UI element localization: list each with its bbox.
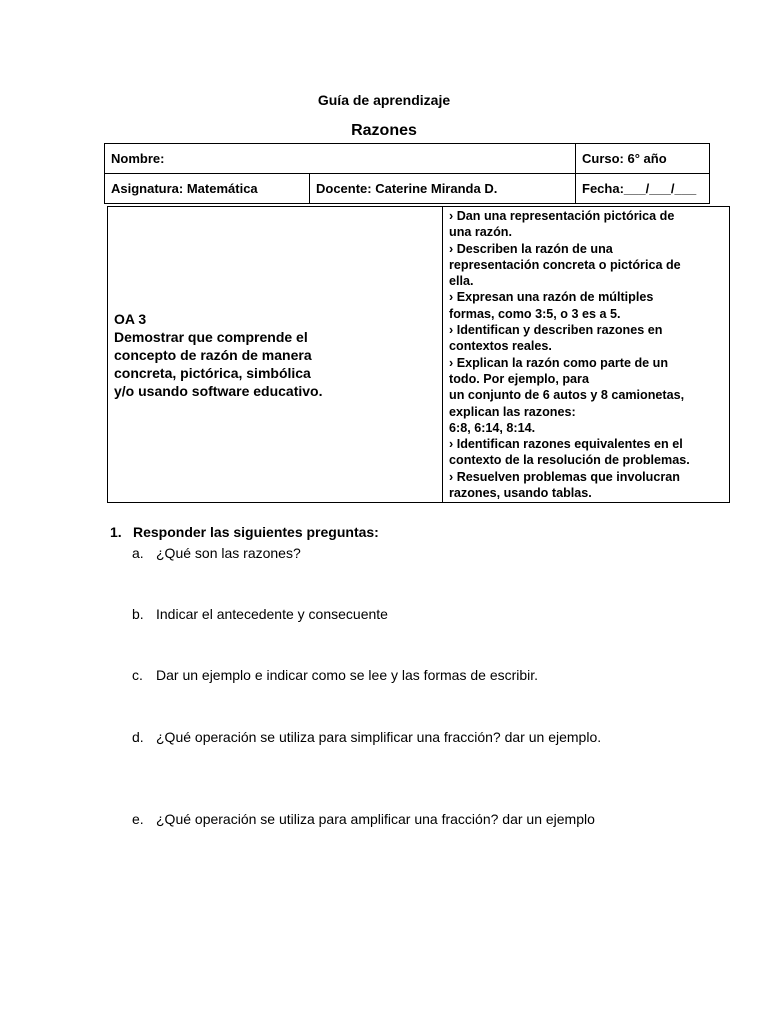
indicator-line: 6:8, 6:14, 8:14. [449,420,536,435]
indicator-line: contexto de la resolución de problemas. [449,453,690,468]
objective-cell [108,207,443,503]
indicator-line: › Explican la razón como parte de un [449,355,669,370]
sub-question [132,729,601,745]
sub-question [132,667,538,683]
question-number: 1. [110,524,122,540]
sub-question-letter: d. [132,729,144,745]
nombre-field: Nombre: [105,144,576,174]
sub-question-letter: e. [132,811,144,827]
sub-question-text: ¿Qué operación se utiliza para amplificar una fracción? dar un ejemplo [156,811,595,827]
sub-question-text: Dar un ejemplo e indicar como se lee y las formas de escribir. [156,667,539,683]
objective-line: Demostrar que comprende el [114,328,308,345]
sub-question-letter: b. [132,606,144,622]
sub-question-text: ¿Qué operación se utiliza para simplificar una fracción? dar un ejemplo. [156,729,602,745]
indicator-line: representación concreta o pictórica de [449,257,681,272]
indicator-line: razones, usando tablas. [449,486,592,501]
indicator-line: explican las razones: [449,404,576,419]
indicator-line: todo. Por ejemplo, para [449,371,589,386]
document-title: Guía de aprendizaje [317,92,451,108]
sub-question-text: ¿Qué son las razones? [156,545,301,561]
objective-code: OA 3 [114,310,147,327]
learning-objective-table [107,206,730,503]
question-heading-text: Responder las siguientes preguntas: [133,524,379,540]
asignatura-field: Asignatura: Matemática [105,174,310,204]
sub-question [132,811,595,827]
sub-question [132,545,301,561]
sub-question-letter: c. [132,667,143,683]
indicator-line: ella. [449,274,474,289]
objective-line: concepto de razón de manera [114,346,312,363]
indicator-line: una razón. [449,225,512,240]
curso-field: Curso: 6° año [576,144,710,174]
indicator-line: › Resuelven problemas que involucran [449,469,680,484]
indicators-cell [443,207,730,503]
sub-question-text: Indicar el antecedente y consecuente [156,606,388,622]
objective-line: y/o usando software educativo. [114,382,323,399]
document-subtitle: Razones [351,122,417,139]
sub-question-letter: a. [132,545,144,561]
indicator-line: › Dan una representación pictórica de [449,209,675,223]
indicator-line: › Identifican razones equivalentes en el [449,437,683,452]
question-section [110,524,379,540]
indicator-line: › Identifican y describen razones en [449,323,663,338]
indicator-line: › Expresan una razón de múltiples [449,290,654,305]
fecha-field: Fecha:___/___/___ [576,174,710,204]
indicator-line: › Describen la razón de una [449,241,613,256]
sub-question [132,606,388,622]
docente-field: Docente: Caterine Miranda D. [310,174,576,204]
indicator-line: formas, como 3:5, o 3 es a 5. [449,306,621,321]
objective-line: concreta, pictórica, simbólica [114,364,311,381]
indicator-line: un conjunto de 6 autos y 8 camionetas, [449,388,685,403]
indicator-line: contextos reales. [449,339,552,354]
student-info-table [104,143,710,204]
question-heading [110,524,379,540]
